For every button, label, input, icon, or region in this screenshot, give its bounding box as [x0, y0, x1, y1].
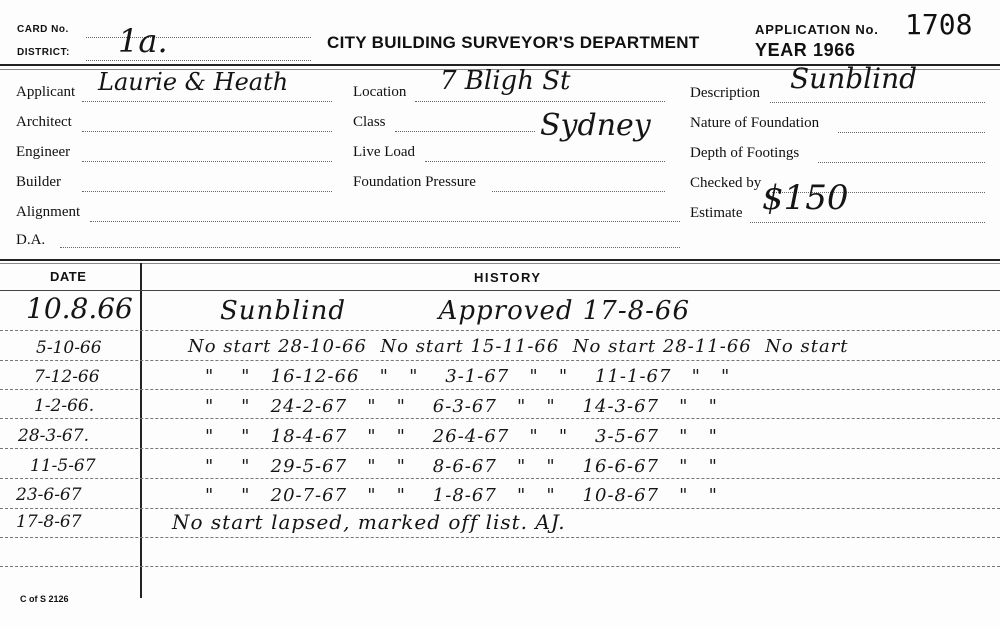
history-row-date: 1-2-66.: [34, 396, 95, 416]
history-line: [0, 508, 1000, 509]
foundation-pressure-label: Foundation Pressure: [353, 174, 476, 190]
district-label: DISTRICT:: [17, 47, 70, 58]
depth-of-footings-line: [818, 162, 985, 163]
history-line: [0, 330, 1000, 331]
builder-line: [82, 191, 332, 192]
date-column-divider: [140, 263, 142, 598]
architect-label: Architect: [16, 114, 72, 130]
location-value-city: Sydney: [540, 108, 651, 143]
year-label: YEAR 1966: [755, 40, 856, 60]
history-line: [0, 389, 1000, 390]
date-column-header: DATE: [50, 269, 87, 284]
history-line: [0, 448, 1000, 449]
location-value-street: 7 Bligh St: [440, 66, 571, 96]
history-row-text: " " 29-5-67 " " 8-6-67 " " 16-6-67 " ": [205, 456, 718, 477]
description-value: Sunblind: [790, 62, 918, 95]
district-value: 1a.: [118, 22, 168, 60]
history-line: [0, 360, 1000, 361]
history-line: [0, 478, 1000, 479]
applicant-line: [82, 101, 332, 102]
da-label: D.A.: [16, 232, 46, 248]
engineer-label: Engineer: [16, 144, 71, 160]
foundation-pressure-line: [492, 191, 665, 192]
description-label: Description: [690, 85, 760, 101]
engineer-line: [82, 161, 332, 162]
history-row-text: Sunblind Approved 17-8-66: [220, 296, 691, 326]
history-line: [0, 566, 1000, 567]
applicant-value: Laurie & Heath: [98, 68, 289, 96]
history-line: [0, 537, 1000, 538]
history-row-date: 5-10-66: [36, 338, 102, 358]
estimate-label: Estimate: [690, 205, 743, 221]
application-no-label: APPLICATION No.: [755, 22, 879, 37]
location-label: Location: [353, 84, 407, 100]
history-row-text: " " 18-4-67 " " 26-4-67 " " 3-5-67 " ": [205, 426, 718, 447]
builder-label: Builder: [16, 174, 61, 190]
live-load-label: Live Load: [353, 144, 416, 160]
da-line: [60, 247, 680, 248]
history-column-header: HISTORY: [474, 270, 542, 285]
architect-line: [82, 131, 332, 132]
history-row-date: 23-6-67: [16, 485, 82, 505]
live-load-line: [425, 161, 665, 162]
description-line: [770, 102, 985, 103]
history-line: [0, 418, 1000, 419]
location-line: [415, 101, 665, 102]
district-line: [86, 60, 311, 61]
history-row-text: No start 28-10-66 No start 15-11-66 No start 28-11-66 No start: [188, 336, 849, 357]
history-row-text: " " 20-7-67 " " 1-8-67 " " 10-8-67 " ": [205, 485, 718, 506]
class-label: Class: [353, 114, 386, 130]
class-line: [395, 131, 535, 132]
history-row-date: 28-3-67.: [18, 426, 89, 446]
card-no-label: CARD No.: [17, 24, 69, 35]
history-top-rule-thin: [0, 263, 1000, 264]
history-row-date: 10.8.66: [26, 292, 133, 325]
history-row-text: " " 24-2-67 " " 6-3-67 " " 14-3-67 " ": [205, 396, 718, 417]
history-top-rule: [0, 259, 1000, 261]
department-title: CITY BUILDING SURVEYOR'S DEPARTMENT: [327, 33, 700, 52]
history-row-date: 11-5-67: [30, 456, 96, 476]
nature-of-foundation-label: Nature of Foundation: [690, 115, 820, 131]
history-header-rule: [0, 290, 1000, 291]
estimate-value: $150: [762, 178, 849, 218]
checked-by-label: Checked by: [690, 175, 762, 191]
applicant-label: Applicant: [16, 84, 76, 100]
depth-of-footings-label: Depth of Footings: [690, 145, 800, 161]
form-code: C of S 2126: [20, 594, 69, 604]
history-row-date: 17-8-67: [16, 512, 82, 532]
application-no-value: 1708: [905, 8, 973, 41]
history-row-text: No start lapsed, marked off list. AJ.: [172, 510, 566, 534]
alignment-label: Alignment: [16, 204, 81, 220]
alignment-line: [90, 221, 680, 222]
history-row-text: " " 16-12-66 " " 3-1-67 " " 11-1-67 " ": [205, 366, 731, 387]
estimate-line: [750, 222, 985, 223]
history-row-date: 7-12-66: [34, 367, 100, 387]
nature-of-foundation-line: [838, 132, 985, 133]
